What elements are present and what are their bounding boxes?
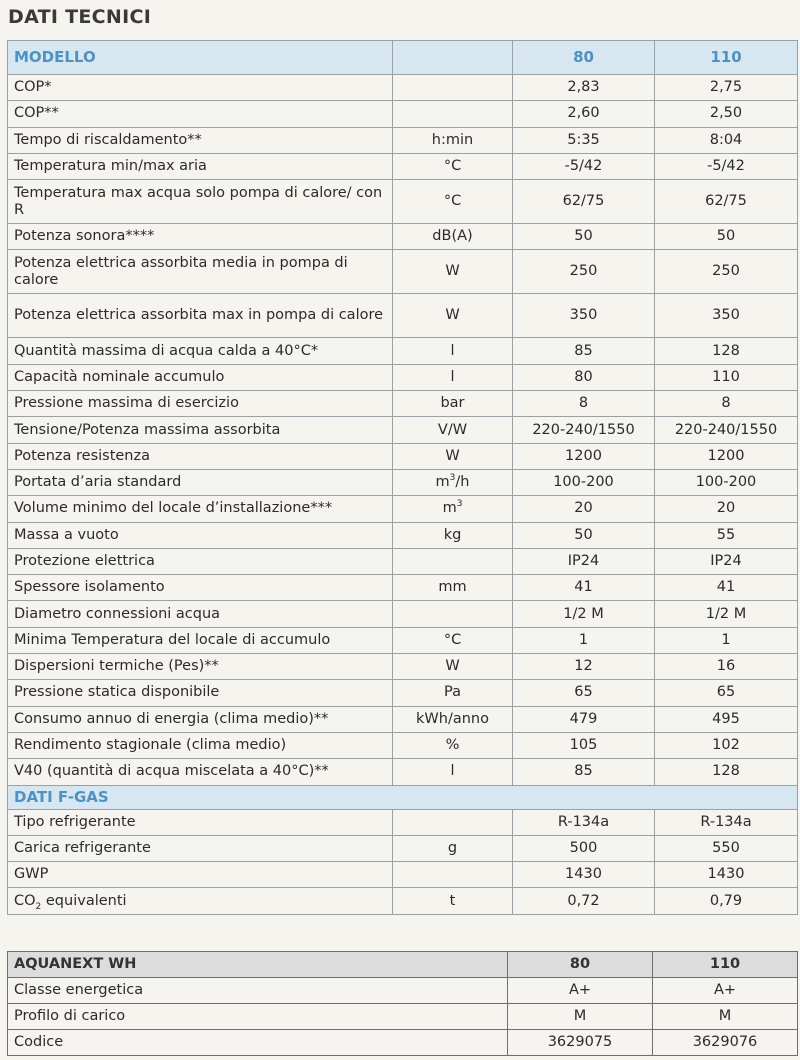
row-value-80: 50 [513,224,655,250]
row-label: Portata d’aria standard [8,469,393,495]
row-label: Potenza elettrica assorbita media in pompa di calore [8,250,393,294]
row-value-80: 62/75 [513,180,655,224]
table-row [8,809,798,835]
row-unit: Pa [393,680,513,706]
table-row [8,627,798,653]
table-row [8,101,798,127]
label-tail: equivalenti [41,892,127,909]
row-unit [393,862,513,888]
row-value-80: 105 [513,732,655,758]
table-row [8,294,798,338]
table-row [8,153,798,179]
row-label: Spessore isolamento [8,575,393,601]
table-row [8,522,798,548]
row-label: COP* [8,75,393,101]
row-value-80: 220-240/1550 [513,417,655,443]
row-value-110: 1/2 M [655,601,798,627]
row-unit: W [393,654,513,680]
row-label: Consumo annuo di energia (clima medio)** [8,706,393,732]
page-title: DATI TECNICI [8,6,152,28]
row-unit: V/W [393,417,513,443]
table-row [8,127,798,153]
row-unit: W [393,294,513,338]
model-header-unit [393,41,513,75]
row-value-110: 1 [655,627,798,653]
row-unit [393,75,513,101]
row-value-110: 16 [655,654,798,680]
row-unit [393,496,513,522]
row-unit: W [393,443,513,469]
row-value-80: M [508,1004,653,1030]
model-header-row [8,41,798,75]
table-row [8,888,798,914]
row-value-80: 1/2 M [513,601,655,627]
row-value-80: 8 [513,391,655,417]
table-row [8,469,798,495]
table-row [8,180,798,224]
row-label: Tempo di riscaldamento** [8,127,393,153]
row-value-110: R-134a [655,809,798,835]
row-unit: mm [393,575,513,601]
row-label: Pressione massima di esercizio [8,391,393,417]
row-value-80: 100-200 [513,469,655,495]
model-header-110: 110 [655,41,798,75]
row-label: Potenza resistenza [8,443,393,469]
row-value-80: 41 [513,575,655,601]
row-value-110: 100-200 [655,469,798,495]
row-value-80: -5/42 [513,153,655,179]
row-value-80: 250 [513,250,655,294]
table-row [8,835,798,861]
row-value-110: 250 [655,250,798,294]
row-unit: W [393,250,513,294]
table-row [8,759,798,785]
fgas-section-label: DATI F-GAS [8,785,798,809]
row-label: Codice [8,1030,508,1056]
table-row [8,417,798,443]
row-value-80: 0,72 [513,888,655,914]
row-unit: kg [393,522,513,548]
unit-tail: /h [455,474,470,491]
row-value-80: 500 [513,835,655,861]
table-row [8,250,798,294]
aquanext-table [7,951,798,1056]
row-unit [393,469,513,495]
row-label: Classe energetica [8,978,508,1004]
row-unit: °C [393,627,513,653]
row-label: Temperatura max acqua solo pompa di calore/ con R [8,180,393,224]
table-row [8,575,798,601]
row-label: Tipo refrigerante [8,809,393,835]
row-unit: l [393,759,513,785]
row-value-110: 0,79 [655,888,798,914]
row-value-110: 110 [655,364,798,390]
row-value-110: 55 [655,522,798,548]
row-label: Rendimento stagionale (clima medio) [8,732,393,758]
row-label: Pressione statica disponibile [8,680,393,706]
row-unit: % [393,732,513,758]
row-unit: dB(A) [393,224,513,250]
row-unit [393,601,513,627]
table-row [8,862,798,888]
fgas-section-row [8,785,798,809]
row-value-110: 8:04 [655,127,798,153]
row-value-80: 350 [513,294,655,338]
label-base: CO [14,892,36,909]
row-label: Capacità nominale accumulo [8,364,393,390]
row-label: Profilo di carico [8,1004,508,1030]
row-value-80: 12 [513,654,655,680]
row-value-110: 50 [655,224,798,250]
row-label: Potenza sonora**** [8,224,393,250]
model-header-80: 80 [513,41,655,75]
row-label [8,888,393,914]
row-unit [393,101,513,127]
row-value-80: A+ [508,978,653,1004]
table-row [8,978,798,1004]
row-unit: °C [393,180,513,224]
row-value-80: R-134a [513,809,655,835]
row-label: Massa a vuoto [8,522,393,548]
row-value-80: 1430 [513,862,655,888]
unit-superscript: 3 [449,473,456,484]
row-value-80: IP24 [513,548,655,574]
row-value-110: 3629076 [653,1030,798,1056]
technical-data-body [8,41,798,915]
row-value-110: 2,50 [655,101,798,127]
technical-data-table [7,40,798,915]
row-label: Volume minimo del locale d’installazione*** [8,496,393,522]
aquanext-header-label: AQUANEXT WH [8,952,508,978]
row-label: Protezione elettrica [8,548,393,574]
unit-base: m [442,500,457,517]
row-value-80: 2,83 [513,75,655,101]
row-value-110: 495 [655,706,798,732]
aquanext-header-80: 80 [508,952,653,978]
row-value-110: 20 [655,496,798,522]
row-value-110: 62/75 [655,180,798,224]
label-subscript: 2 [35,901,42,912]
row-value-110: 128 [655,759,798,785]
row-unit: g [393,835,513,861]
row-value-110: 1200 [655,443,798,469]
row-label: Diametro connessioni acqua [8,601,393,627]
row-value-110: 350 [655,294,798,338]
table-row [8,548,798,574]
table-row [8,391,798,417]
table-row [8,75,798,101]
unit-superscript: 3 [456,499,463,510]
model-header-label: MODELLO [8,41,393,75]
row-value-80: 50 [513,522,655,548]
row-value-80: 479 [513,706,655,732]
row-value-80: 5:35 [513,127,655,153]
row-unit: l [393,364,513,390]
row-value-110: IP24 [655,548,798,574]
row-label: GWP [8,862,393,888]
table-row [8,601,798,627]
row-value-80: 2,60 [513,101,655,127]
table-row [8,732,798,758]
row-value-110: 102 [655,732,798,758]
aquanext-header-110: 110 [653,952,798,978]
table-row [8,1030,798,1056]
aquanext-body [8,952,798,1056]
row-label: Minima Temperatura del locale di accumulo [8,627,393,653]
row-unit [393,548,513,574]
row-unit [393,809,513,835]
row-value-110: 220-240/1550 [655,417,798,443]
aquanext-header-row [8,952,798,978]
table-row [8,364,798,390]
row-unit: °C [393,153,513,179]
row-value-110: 128 [655,338,798,364]
row-value-80: 85 [513,759,655,785]
row-value-110: A+ [653,978,798,1004]
table-row [8,443,798,469]
row-label: Quantità massima di acqua calda a 40°C* [8,338,393,364]
row-unit: l [393,338,513,364]
unit-base: m [435,474,450,491]
row-label: Carica refrigerante [8,835,393,861]
row-value-80: 85 [513,338,655,364]
row-unit: bar [393,391,513,417]
table-row [8,224,798,250]
table-row [8,680,798,706]
row-value-110: 1430 [655,862,798,888]
table-row [8,1004,798,1030]
row-label: Temperatura min/max aria [8,153,393,179]
row-value-110: M [653,1004,798,1030]
row-value-80: 80 [513,364,655,390]
row-value-110: 2,75 [655,75,798,101]
row-label: COP** [8,101,393,127]
row-unit: t [393,888,513,914]
row-unit: h:min [393,127,513,153]
table-row [8,654,798,680]
row-value-80: 1200 [513,443,655,469]
row-value-110: 550 [655,835,798,861]
row-value-80: 65 [513,680,655,706]
table-row [8,496,798,522]
row-unit: kWh/anno [393,706,513,732]
row-label: Tensione/Potenza massima assorbita [8,417,393,443]
row-value-110: 41 [655,575,798,601]
row-value-80: 1 [513,627,655,653]
row-label: V40 (quantità di acqua miscelata a 40°C)** [8,759,393,785]
row-value-110: 65 [655,680,798,706]
row-value-110: -5/42 [655,153,798,179]
row-value-110: 8 [655,391,798,417]
row-value-80: 3629075 [508,1030,653,1056]
row-label: Dispersioni termiche (Pes)** [8,654,393,680]
row-value-80: 20 [513,496,655,522]
table-row [8,706,798,732]
table-row [8,338,798,364]
row-label: Potenza elettrica assorbita max in pompa di calore [8,294,393,338]
